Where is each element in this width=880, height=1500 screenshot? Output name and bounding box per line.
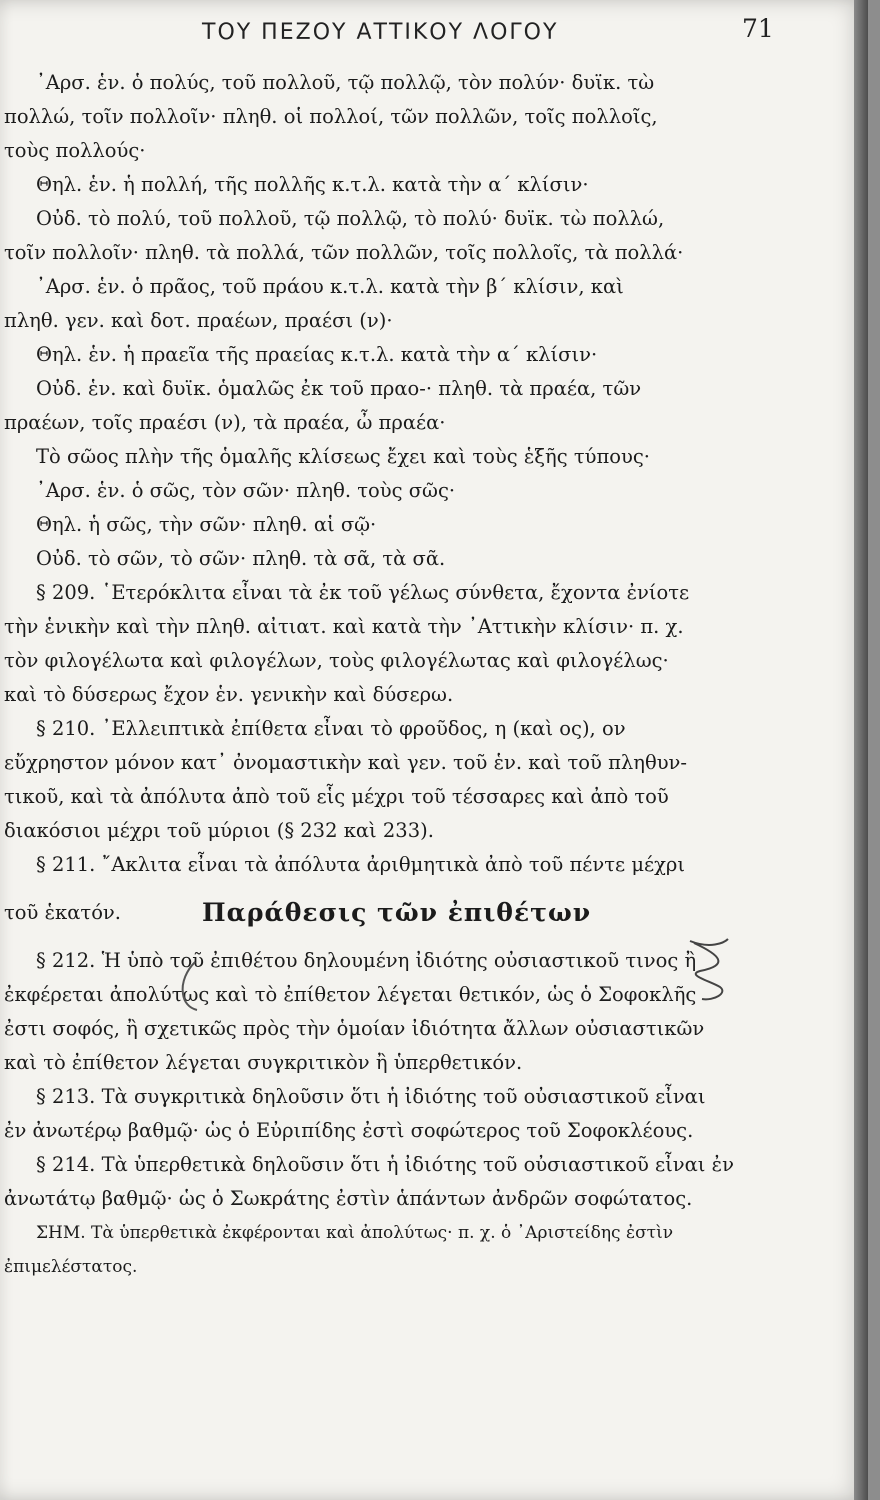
text-line: εὔχρηστον μόνον κατ᾿ ὀνομαστικὴν καὶ γεν. τοῦ ἑν. καὶ τοῦ πληθυν- [4, 751, 687, 774]
text-line: τὴν ἑνικὴν καὶ τὴν πληθ. αἰτιατ. καὶ κατὰ τὴν ᾿Αττικὴν κλίσιν· π. χ. [4, 615, 684, 638]
text-line: πληθ. γεν. καὶ δοτ. πραέων, πραέσι (ν)· [4, 309, 393, 332]
text-line: Οὐδ. τὸ σῶν, τὸ σῶν· πληθ. τὰ σᾶ, τὰ σᾶ. [36, 547, 446, 570]
text-line: τὸν φιλογέλωτα καὶ φιλογέλων, τοὺς φιλογέλωτας καὶ φιλογέλως· [4, 649, 669, 672]
text-line: ᾿Αρσ. ἑν. ὁ πολύς, τοῦ πολλοῦ, τῷ πολλῷ, τὸν πολύν· δυϊκ. τὼ [36, 71, 655, 94]
text-line: ἐν ἀνωτέρῳ βαθμῷ· ὡς ὁ Εὐριπίδης ἐστὶ σοφώτερος τοῦ Σοφοκλέους. [4, 1119, 694, 1142]
note-line: ΣΗΜ. Τὰ ὑπερθετικὰ ἐκφέρονται καὶ ἀπολύτως· π. χ. ὁ ᾿Αριστείδης ἐστὶν [36, 1223, 674, 1243]
section-211-line: § 211. ῎Ακλιτα εἶναι τὰ ἀπόλυτα ἀριθμητικὰ ἀπὸ τοῦ πέντε μέχρι [36, 853, 686, 876]
pencil-annotation-stroke [173, 960, 203, 1012]
text-line: διακόσιοι μέχρι τοῦ μύριοι (§ 232 καὶ 233). [4, 819, 434, 842]
text-line: τοῖν πολλοῖν· πληθ. τὰ πολλά, τῶν πολλῶν, τοῖς πολλοῖς, τὰ πολλά· [4, 241, 684, 264]
text-line: Οὐδ. ἑν. καὶ δυϊκ. ὁμαλῶς ἐκ τοῦ πραο-· πληθ. τὰ πραέα, τῶν [36, 377, 642, 400]
section-210-line: § 210. ᾿Ελλειπτικὰ ἐπίθετα εἶναι τὸ φροῦδος, η (καὶ ος), ον [36, 717, 626, 740]
text-line: τοῦ ἑκατόν. [4, 901, 121, 924]
text-line: Θηλ. ἑν. ἡ πραεῖα τῆς πραείας κ.τ.λ. κατὰ τὴν α΄ κλίσιν· [36, 343, 598, 366]
text-line: πραέων, τοῖς πραέσι (ν), τὰ πραέα, ὦ πραέα· [4, 411, 446, 434]
running-title: ΤΟΥ ΠΕΖΟΥ ΑΤΤΙΚΟΥ ΛΟΓΟΥ [202, 20, 559, 45]
text-line: Οὐδ. τὸ πολύ, τοῦ πολλοῦ, τῷ πολλῷ, τὸ πολύ· δυϊκ. τὼ πολλώ, [36, 207, 665, 230]
text-line: ᾿Αρσ. ἑν. ὁ πρᾶος, τοῦ πράου κ.τ.λ. κατὰ τὴν β΄ κλίσιν, καὶ [36, 275, 624, 298]
text-line: καὶ τὸ δύσερως ἔχον ἑν. γενικὴν καὶ δύσερω. [4, 683, 454, 706]
text-line: Θηλ. ἡ σῶς, τὴν σῶν· πληθ. αἱ σῷ· [36, 513, 377, 536]
section-213-line: § 213. Τὰ συγκριτικὰ δηλοῦσιν ὅτι ἡ ἰδιότης τοῦ οὐσιαστικοῦ εἶναι [36, 1085, 706, 1108]
section-214-line: § 214. Τὰ ὑπερθετικὰ δηλοῦσιν ὅτι ἡ ἰδιότης τοῦ οὐσιαστικοῦ εἶναι ἐν [36, 1153, 734, 1176]
pencil-annotation-mark [680, 935, 740, 1005]
text-line: ἀνωτάτῳ βαθμῷ· ὡς ὁ Σωκράτης ἐστὶν ἁπάντων ἀνδρῶν σοφώτατος. [4, 1187, 693, 1210]
page-header [0, 14, 868, 54]
body-text [0, 66, 868, 1284]
text-line: Τὸ σῶος πλὴν τῆς ὁμαλῆς κλίσεως ἔχει καὶ τοὺς ἑξῆς τύπους· [36, 445, 650, 468]
text-line: καὶ τὸ ἐπίθετον λέγεται συγκριτικὸν ἢ ὑπερθετικόν. [4, 1051, 523, 1074]
text-line: Θηλ. ἑν. ἡ πολλή, τῆς πολλῆς κ.τ.λ. κατὰ τὴν α΄ κλίσιν· [36, 173, 589, 196]
text-line: τοὺς πολλούς· [4, 139, 146, 162]
section-209-line: § 209. ῾Ετερόκλιτα εἶναι τὰ ἐκ τοῦ γέλως σύνθετα, ἔχοντα ἐνίοτε [36, 581, 690, 604]
note-line: ἐπιμελέστατος. [4, 1257, 138, 1277]
text-line: ᾿Αρσ. ἑν. ὁ σῶς, τὸν σῶν· πληθ. τοὺς σῶς· [36, 479, 456, 502]
text-line: πολλώ, τοῖν πολλοῖν· πληθ. οἱ πολλοί, τῶν πολλῶν, τοῖς πολλοῖς, [4, 105, 658, 128]
text-line: ἐκφέρεται ἀπολύτως καὶ τὸ ἐπίθετον λέγεται θετικόν, ὡς ὁ Σοφοκλῆς [4, 983, 697, 1006]
section-212-line: § 212. Ἡ ὑπὸ τοῦ ἐπιθέτου δηλουμένη ἰδιότης οὐσιαστικοῦ τινος ἢ [36, 949, 697, 972]
text-line: τικοῦ, καὶ τὰ ἀπόλυτα ἀπὸ τοῦ εἷς μέχρι τοῦ τέσσαρες καὶ ἀπὸ τοῦ [4, 785, 669, 808]
text-line: ἐστι σοφός, ἢ σχετικῶς πρὸς τὴν ὁμοίαν ἰδιότητα ἄλλων οὐσιαστικῶν [4, 1017, 705, 1040]
page-number: 71 [742, 14, 774, 43]
section-heading: Παράθεσις τῶν ἐπιθέτων [202, 898, 592, 927]
